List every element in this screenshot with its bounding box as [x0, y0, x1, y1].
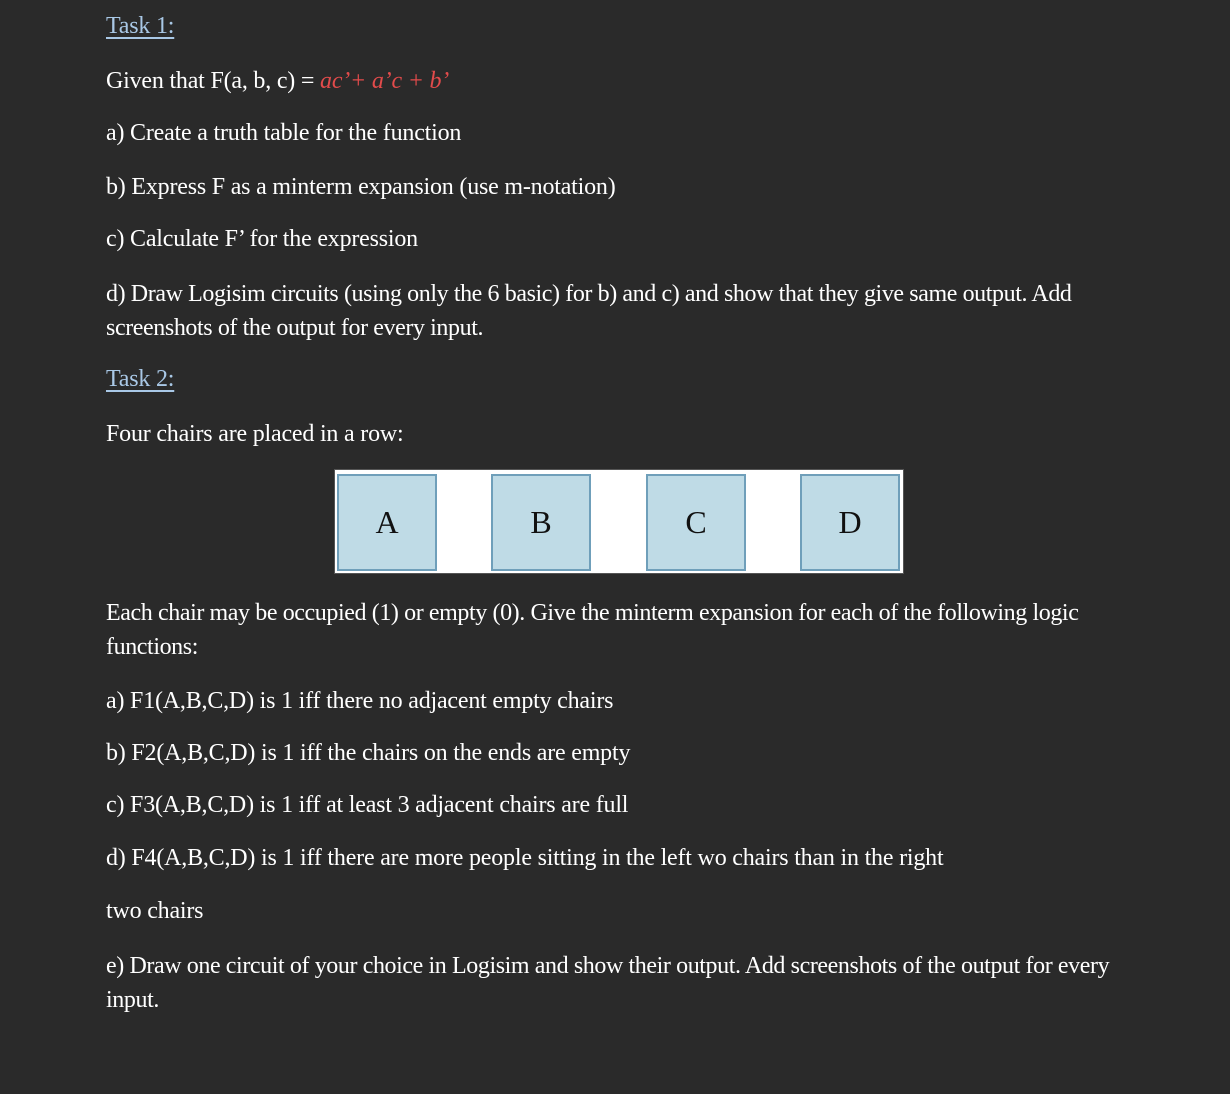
task2-intro: Four chairs are placed in a row:	[106, 421, 404, 447]
task2-item-d-continued: two chairs	[106, 898, 204, 924]
task2-description: Each chair may be occupied (1) or empty (0). Give the minterm expansion for each of the following logic functions:	[106, 600, 1079, 660]
task2-item-a: a) F1(A,B,C,D) is 1 iff there no adjacent empty chairs	[106, 688, 614, 714]
chair-c: C	[646, 474, 746, 571]
task1-item-c: c) Calculate F’ for the expression	[106, 226, 418, 252]
given-prefix: Given that F(a, b, c) =	[106, 68, 321, 94]
chair-d: D	[800, 474, 900, 571]
chair-b: B	[491, 474, 591, 571]
function-formula: ac’+ a’c + b’	[320, 68, 450, 94]
chair-a: A	[337, 474, 437, 571]
task1-item-a: a) Create a truth table for the function	[106, 120, 462, 146]
task1-item-d: d) Draw Logisim circuits (using only the 6 basic) for b) and c) and show that they give same output. Add screenshots of the output for every input.	[106, 281, 1072, 341]
task2-item-c: c) F3(A,B,C,D) is 1 iff at least 3 adjacent chairs are full	[106, 792, 629, 818]
task2-heading: Task 2:	[106, 366, 175, 392]
task2-item-b: b) F2(A,B,C,D) is 1 iff the chairs on the ends are empty	[106, 740, 631, 766]
task1-heading: Task 1:	[106, 13, 175, 39]
task1-given	[106, 64, 449, 98]
task2-item-d: d) F4(A,B,C,D) is 1 iff there are more people sitting in the left wo chairs than in the right	[106, 845, 944, 871]
task2-item-e: e) Draw one circuit of your choice in Logisim and show their output. Add screenshots of the output for every input.	[106, 953, 1110, 1013]
task1-item-b: b) Express F as a minterm expansion (use m-notation)	[106, 174, 616, 200]
chairs-row-figure	[334, 469, 904, 574]
